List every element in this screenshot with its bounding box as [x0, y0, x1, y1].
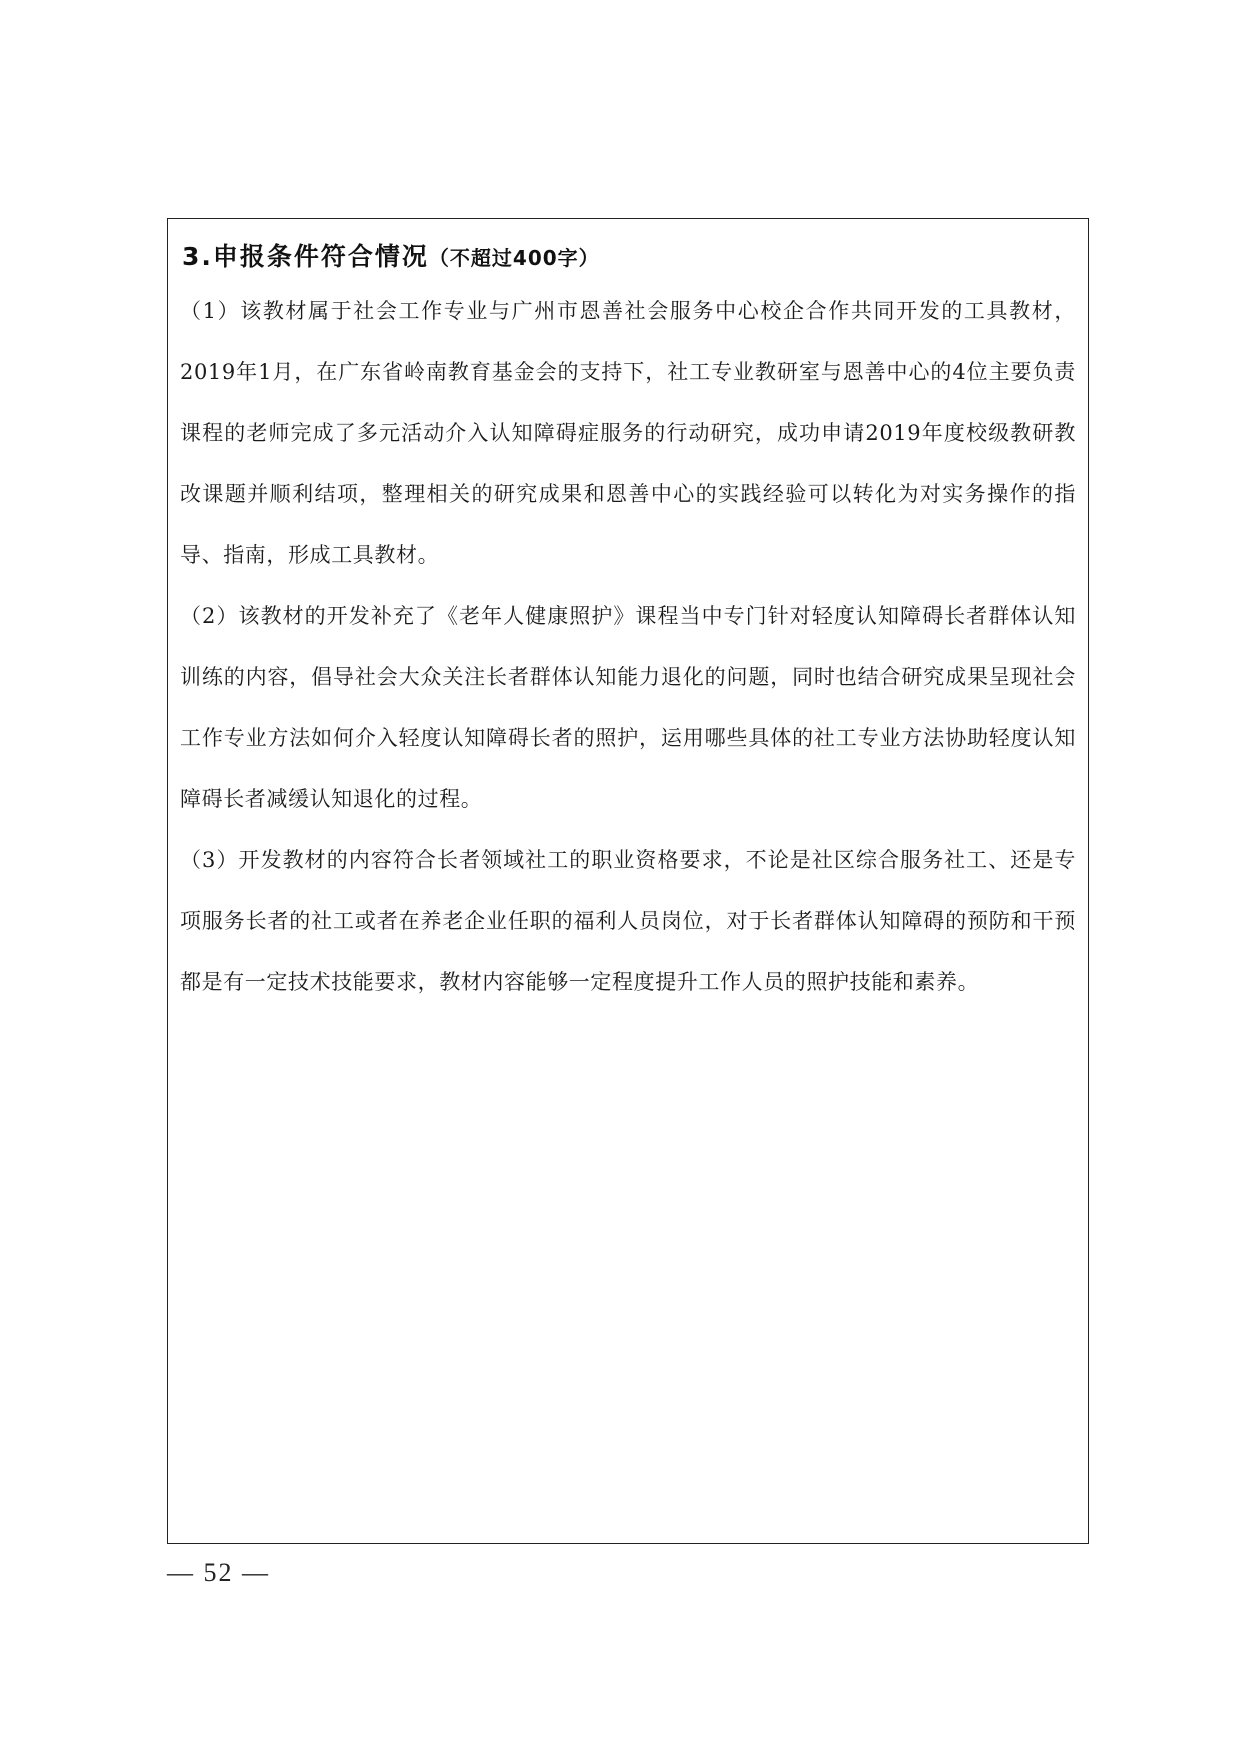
paragraph-1: （1）该教材属于社会工作专业与广州市恩善社会服务中心校企合作共同开发的工具教材，2019年1月，在广东省岭南教育基金会的支持下，社工专业教研室与恩善中心的4位主要负责课程的老师完成了多元活动介入认知障碍症服务的行动研究，成功申请2019年度校级教研教改课题并顺利结项，整理相关的研究成果和恩善中心的实践经验可以转化为对实务操作的指导、指南，形成工具教材。	[180, 299, 1076, 567]
section-body	[180, 281, 1076, 1013]
application-form-box	[167, 218, 1089, 1544]
paragraph-3: （3）开发教材的内容符合长者领域社工的职业资格要求，不论是社区综合服务社工、还是专项服务长者的社工或者在养老企业任职的福利人员岗位，对于长者群体认知障碍的预防和干预都是有一定技术技能要求，教材内容能够一定程度提升工作人员的照护技能和素养。	[180, 848, 1076, 994]
paragraph-2: （2）该教材的开发补充了《老年人健康照护》课程当中专门针对轻度认知障碍长者群体认知训练的内容，倡导社会大众关注长者群体认知能力退化的问题，同时也结合研究成果呈现社会工作专业方法如何介入轻度认知障碍长者的照护，运用哪些具体的社工专业方法协助轻度认知障碍长者减缓认知退化的过程。	[180, 604, 1076, 811]
section-title-text: 3.申报条件符合情况	[182, 242, 429, 271]
section-title	[182, 237, 600, 273]
section-title-note: （不超过400字）	[428, 246, 600, 270]
page-number: — 52 —	[167, 1558, 270, 1587]
